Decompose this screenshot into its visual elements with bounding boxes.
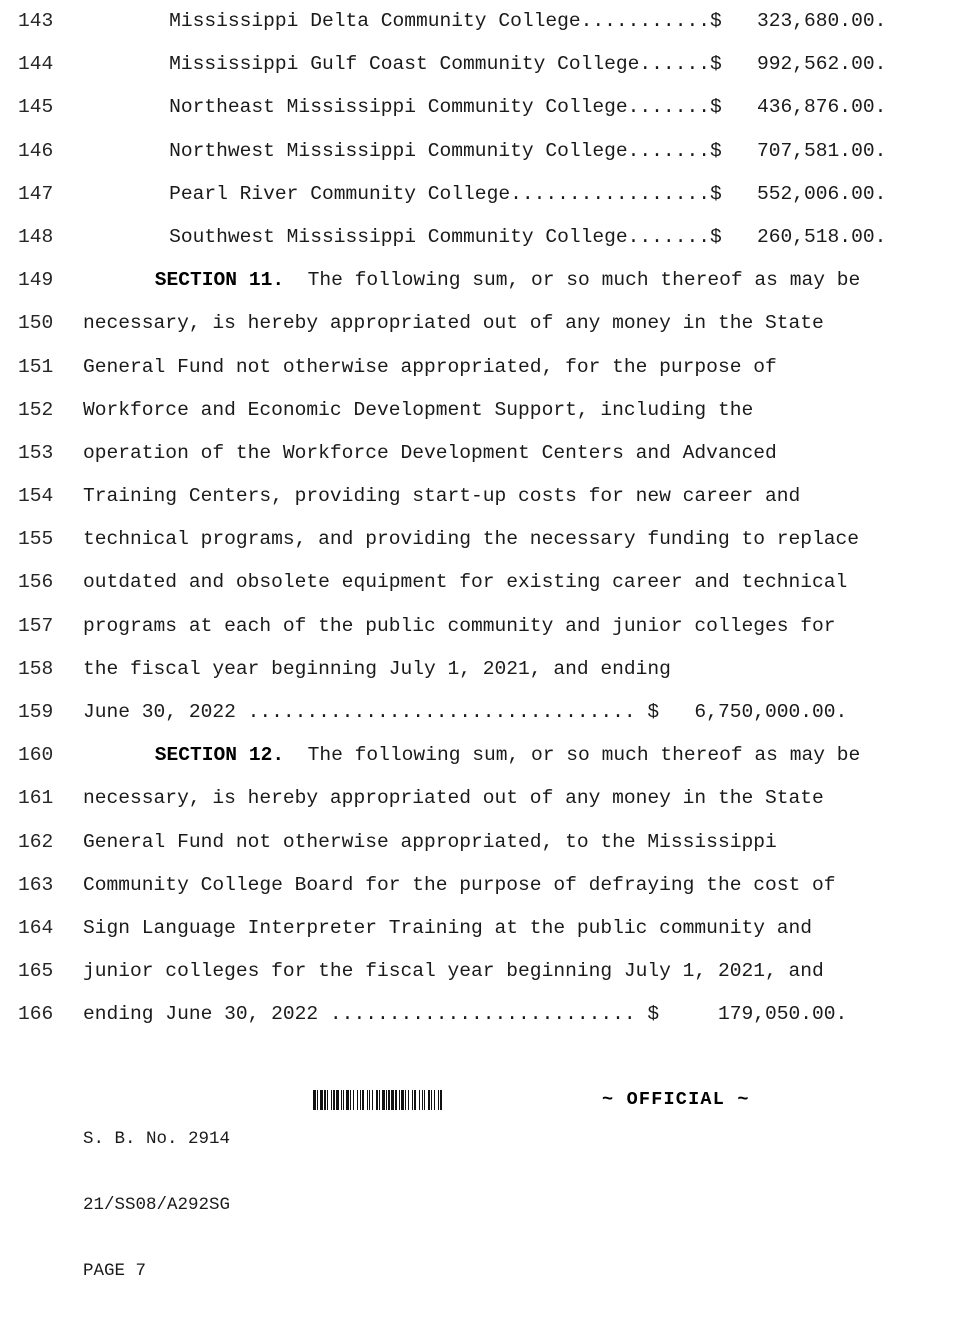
line-text: technical programs, and providing the necessary funding to replace (83, 528, 860, 551)
line-text: Community College Board for the purpose of defraying the cost of (83, 873, 836, 896)
line-text-rest: The following sum, or so much thereof as may be (284, 744, 861, 767)
line-number: 152 (18, 398, 54, 421)
barcode-gap (442, 1090, 443, 1110)
line-number: 153 (18, 441, 54, 464)
line-text: Workforce and Economic Development Support, including the (83, 398, 754, 421)
document-line (0, 907, 970, 950)
line-text: the fiscal year beginning July 1, 2021, and ending (83, 657, 671, 680)
line-text: junior colleges for the fiscal year beginning July 1, 2021, and (83, 960, 824, 983)
line-text: June 30, 2022 ................................. $ 6,750,000.00. (83, 701, 848, 723)
document-line (0, 130, 970, 173)
document-line (0, 173, 970, 216)
line-number: 162 (18, 830, 54, 853)
line-text: Pearl River Community College.................$ 552,006.00. (169, 182, 887, 205)
section-label: SECTION 12. (154, 744, 285, 767)
line-text: Mississippi Delta Community College...........$ 323,680.00. (169, 10, 887, 32)
document-line (0, 389, 970, 432)
footer-identifier-block (83, 1084, 230, 1326)
line-number: 160 (18, 744, 54, 767)
document-line (0, 432, 970, 475)
line-text (155, 259, 861, 302)
line-text: General Fund not otherwise appropriated, for the purpose of (83, 355, 777, 378)
line-text-rest: The following sum, or so much thereof as may be (284, 269, 861, 292)
document-line (0, 605, 970, 648)
line-number: 154 (18, 485, 54, 508)
line-text: operation of the Workforce Development Centers and Advanced (83, 441, 777, 464)
page-footer (0, 1080, 970, 1281)
bill-number: S. B. No. 2914 (83, 1129, 231, 1149)
document-line (0, 43, 970, 86)
line-number: 158 (18, 657, 54, 680)
document-line (0, 216, 970, 259)
line-text: programs at each of the public community and junior colleges for (83, 614, 836, 637)
document-line (0, 777, 970, 820)
section-label: SECTION 11. (154, 269, 285, 292)
page-label: PAGE 7 (83, 1261, 147, 1281)
document-line (0, 864, 970, 907)
line-number: 150 (18, 312, 54, 335)
line-number: 151 (18, 355, 54, 378)
line-number: 148 (18, 225, 54, 248)
line-text: General Fund not otherwise appropriated, to the Mississippi (83, 830, 777, 853)
line-text: necessary, is hereby appropriated out of any money in the State (83, 312, 824, 335)
line-text: necessary, is hereby appropriated out of any money in the State (83, 787, 824, 810)
document-line (0, 0, 970, 43)
document-line (0, 86, 970, 129)
line-number: 159 (18, 701, 54, 723)
document-line (0, 346, 970, 389)
line-number: 161 (18, 787, 54, 810)
line-number: 144 (18, 53, 54, 76)
document-line (0, 518, 970, 561)
line-number: 149 (18, 269, 54, 292)
document-line (0, 648, 970, 691)
official-stamp: ~ OFFICIAL ~ (602, 1089, 750, 1110)
line-text: Southwest Mississippi Community College.......$ 260,518.00. (169, 225, 887, 248)
document-line (0, 691, 970, 734)
barcode (313, 1090, 491, 1110)
document-line (0, 561, 970, 604)
line-text: Sign Language Interpreter Training at the public community and (83, 916, 813, 939)
line-text: Training Centers, providing start-up costs for new career and (83, 485, 801, 508)
line-text: Northeast Mississippi Community College.......$ 436,876.00. (169, 96, 887, 119)
line-text: outdated and obsolete equipment for existing career and technical (83, 571, 848, 594)
line-text: ending June 30, 2022 .......................... $ 179,050.00. (83, 1003, 848, 1026)
line-number: 163 (18, 873, 54, 896)
document-line (0, 734, 970, 777)
line-number: 147 (18, 182, 54, 205)
document-line (0, 302, 970, 345)
document-code: 21/SS08/A292SG (83, 1195, 231, 1215)
document-line (0, 993, 970, 1036)
line-text: Northwest Mississippi Community College.......$ 707,581.00. (169, 139, 887, 162)
line-number: 156 (18, 571, 54, 594)
line-number: 155 (18, 528, 54, 551)
document-line (0, 475, 970, 518)
line-text: Mississippi Gulf Coast Community College......$ 992,562.00. (169, 53, 887, 76)
document-line (0, 259, 970, 302)
document-line (0, 950, 970, 993)
line-number: 145 (18, 96, 54, 119)
line-text (155, 734, 861, 777)
line-number: 166 (18, 1003, 54, 1026)
document-line (0, 821, 970, 864)
line-number: 157 (18, 614, 54, 637)
line-number: 165 (18, 960, 54, 983)
line-number: 143 (18, 10, 54, 32)
line-number: 164 (18, 916, 54, 939)
line-number: 146 (18, 139, 54, 162)
